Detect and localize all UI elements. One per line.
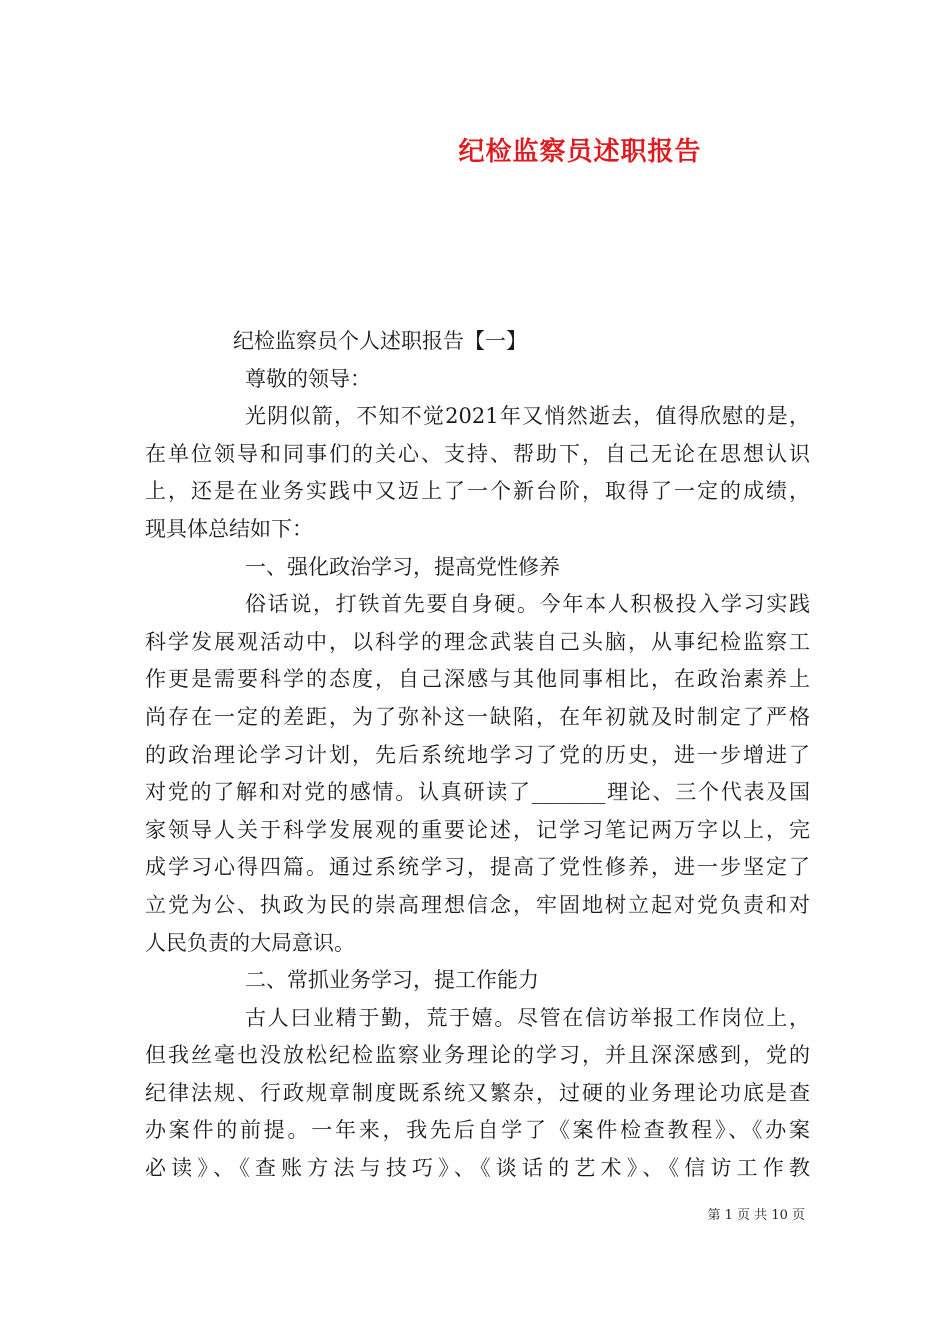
paragraph-line: 作更是需要科学的态度，自己深感与其他同事相比，在政治素养上 (145, 667, 810, 692)
section-heading: 纪检监察员个人述职报告【一】 (233, 329, 527, 353)
paragraph-line: 办案件的前提。一年来，我先后自学了《案件检查教程》、《办案 (145, 1118, 810, 1143)
paragraph-line: 光阴似箭，不知不觉2021年又悄然逝去，值得欣慰的是， (245, 404, 810, 429)
paragraph-line: 立党为公、执政为民的崇高理想信念，牢固地树立起对党负责和对 (145, 892, 810, 917)
paragraph-line: 家领导人关于科学发展观的重要论述，记学习笔记两万字以上，完 (145, 817, 810, 842)
page-number-footer: 第 1 页 共 10 页 (707, 1208, 805, 1223)
paragraph-line: 古人曰业精于勤，荒于嬉。尽管在信访举报工作岗位上， (245, 1005, 810, 1030)
paragraph-line: 纪律法规、行政规章制度既系统又繁杂，过硬的业务理论功底是查 (145, 1080, 810, 1105)
paragraph-line: 但我丝毫也没放松纪检监察业务理论的学习，并且深深感到，党的 (145, 1043, 810, 1068)
paragraph-line: 上，还是在业务实践中又迈上了一个新台阶，取得了一定的成绩， (145, 479, 810, 504)
salutation: 尊敬的领导： (245, 366, 371, 391)
document-body (145, 323, 810, 1188)
paragraph-line: 尚存在一定的差距，为了弥补这一缺陷，在年初就及时制定了严格 (145, 704, 810, 729)
paragraph-line: 现具体总结如下： (145, 516, 313, 541)
paragraph-line: 对党的了解和对党的感情。认真研读了_______理论、三个代表及国 (145, 780, 810, 805)
paragraph-line: 的政治理论学习计划，先后系统地学习了党的历史，进一步增进了 (145, 742, 810, 767)
document-title: 纪检监察员述职报告 (458, 137, 702, 167)
subsection-heading: 二、常抓业务学习，提工作能力 (245, 968, 539, 993)
paragraph-line: 必读》、《查账方法与技巧》、《谈话的艺术》、《信访工作教 (145, 1156, 810, 1181)
paragraph-line: 俗话说，打铁首先要自身硬。今年本人积极投入学习实践 (245, 592, 810, 617)
paragraph-line: 在单位领导和同事们的关心、支持、帮助下，自己无论在思想认识 (145, 441, 810, 466)
paragraph-line: 人民负责的大局意识。 (145, 930, 355, 955)
subsection-heading: 一、强化政治学习，提高党性修养 (245, 554, 560, 579)
paragraph-line: 科学发展观活动中，以科学的理念武装自己头脑，从事纪检监察工 (145, 629, 810, 654)
paragraph-line: 成学习心得四篇。通过系统学习，提高了党性修养，进一步坚定了 (145, 855, 810, 880)
